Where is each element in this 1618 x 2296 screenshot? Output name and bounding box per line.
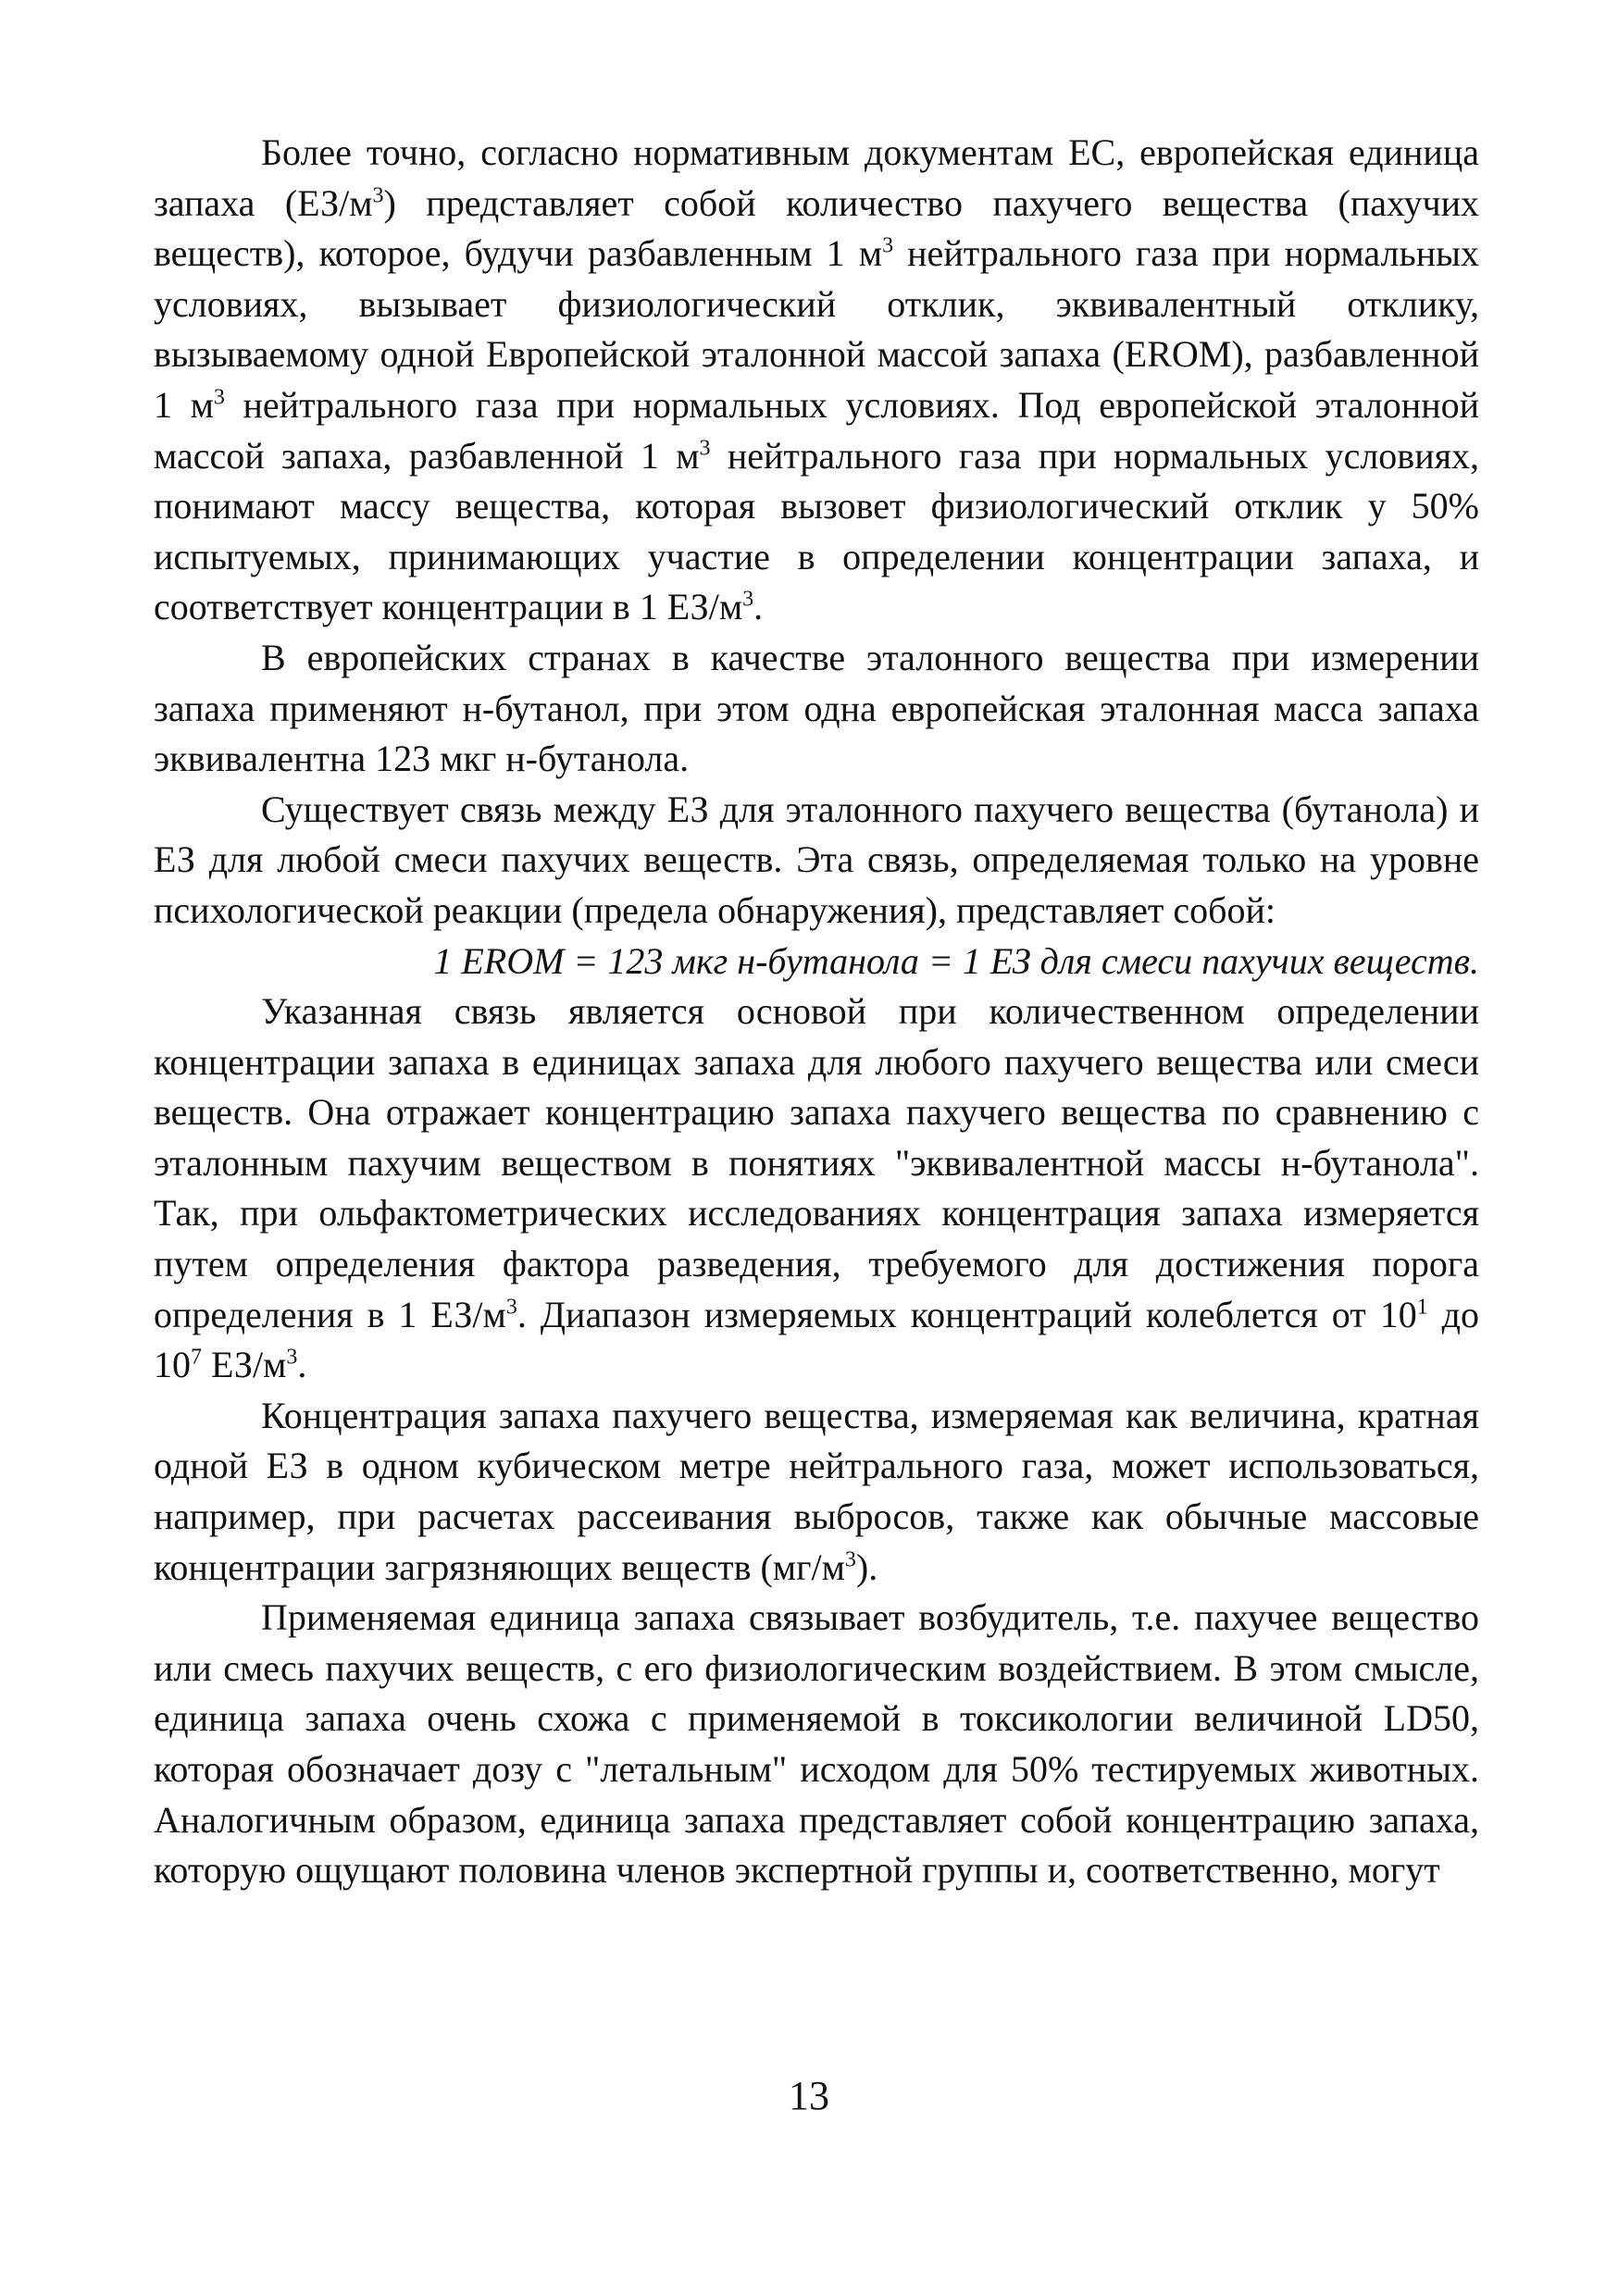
text-segment: Концентрация запаха пахучего вещества, измеряемая как величина, кратная одной ЕЗ в одном кубическом метре нейтрального газа, может использоваться, например, при расчетах рассеивания выбросов, также как обычные массовые концентрации загрязняющих веществ (мг/м	[154, 1394, 1479, 1588]
text-segment: нейтрального газа при нормальных условиях, вызывает физиологический отклик, эквивалентный отклику, вызываемому одной Европейской эталонной массой запаха (EROM), разбавленной 1 м	[154, 232, 1479, 426]
superscript: 7	[191, 1345, 202, 1370]
superscript: 3	[372, 183, 384, 208]
paragraph-2	[154, 633, 1479, 785]
paragraph-5	[154, 1391, 1479, 1593]
text-segment: Применяемая единица запаха связывает возбудитель, т.е. пахучее вещество или смесь пахучих веществ, с его физиологическим воздействием. В этом смысле, единица запаха очень схожа с применяемой в токсикологии величиной LD50, которая обозначает дозу с "летальным" исходом для 50% тестируемых животных. Аналогичным образом, единица запаха представляет собой концентрацию запаха, которую ощущают половина членов экспертной группы и, соответственно, могут	[154, 1596, 1479, 1892]
superscript: 3	[286, 1345, 298, 1370]
text-segment: Указанная связь является основой при количественном определении концентрации запаха в единицах запаха для любого пахучего вещества или смеси веществ. Она отражает концентрацию запаха пахучего вещества по сравнению с эталонным пахучим веществом в понятиях "эквивалентной массы н-бутанола". Так, при ольфактометрических исследованиях концентрация запаха измеряется путем определения фактора разведения, требуемого для достижения порога определения в 1 ЕЗ/м	[154, 990, 1479, 1335]
text-segment: .	[297, 1344, 307, 1386]
text-segment: Более точно, согласно нормативным документам ЕС, европейская единица запаха (ЕЗ/м	[154, 131, 1479, 224]
superscript: 3	[844, 1547, 856, 1572]
text-segment: ) представляет собой количество пахучего вещества (пахучих веществ), которое, будучи разбавленным 1 м	[154, 181, 1479, 275]
text-segment: В европейских странах в качестве эталонного вещества при измерении запаха применяют н-бутанол, при этом одна европейская эталонная масса запаха эквивалентна 123 мкг н-бутанола.	[154, 636, 1479, 780]
paragraph-1	[154, 128, 1479, 633]
document-page	[154, 128, 1479, 2191]
superscript: 3	[699, 436, 711, 461]
text-segment: нейтрального газа при нормальных условиях. Под европейской эталонной массой запаха, разбавленной 1 м	[154, 383, 1480, 477]
paragraph-4	[154, 987, 1479, 1391]
superscript: 1	[1416, 1295, 1428, 1320]
body-text	[154, 128, 1479, 1896]
page-number: 13	[789, 2073, 829, 2118]
superscript: 3	[882, 233, 894, 258]
paragraph-3	[154, 785, 1479, 937]
text-segment: ).	[855, 1545, 878, 1588]
text-segment: ЕЗ/м	[202, 1344, 287, 1386]
text-segment: до 10	[154, 1293, 1480, 1386]
paragraph-6	[154, 1593, 1479, 1896]
superscript: 3	[505, 1295, 517, 1320]
text-segment: . Диапазон измеряемых концентраций колеблется от 10	[517, 1293, 1417, 1335]
text-segment: нейтрального газа при нормальных условиях, понимают массу вещества, которая вызовет физиологический отклик у 50% испытуемых, принимающих участие в определении концентрации запаха, и соответствует концентрации в 1 ЕЗ/м	[154, 434, 1480, 628]
superscript: 3	[742, 588, 754, 613]
formula-line	[154, 937, 1479, 987]
text-segment: Существует связь между ЕЗ для эталонного пахучего вещества (бутанола) и ЕЗ для любой смеси пахучих веществ. Эта связь, определяемая только на уровне психологической реакции (предела обнаружения), представляет собой:	[154, 788, 1479, 931]
formula-text: 1 EROM = 123 мкг н-бутанола = 1 ЕЗ для смеси пахучих веществ.	[433, 939, 1479, 982]
text-segment: .	[753, 586, 764, 628]
superscript: 3	[213, 385, 225, 410]
